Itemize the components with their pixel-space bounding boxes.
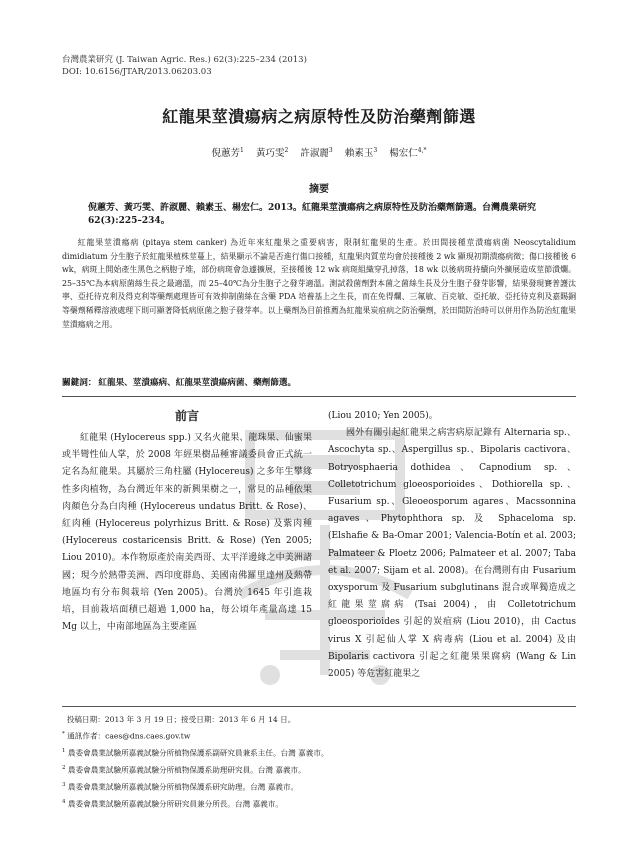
footnote-divider [62,706,576,707]
footnotes [62,713,576,812]
doi: DOI: 10.6156/JTAR/2013.06203.03 [62,67,212,77]
intro-paragraph: (Liou 2010; Yen 2005)。 [328,411,438,421]
journal-header [62,54,307,78]
intro-paragraph: 國外有關引起紅龍果之病害病原記錄有 Alternaria sp.、Ascochyta sp.、Aspergillus sp.、Bipolaris cactivora、Botryosphaeria dothidea、Capnodium sp.、Colletotrichum gloeosporioides、Dothiorella sp.、Fusarium sp.、Gleoeosporum agares、Macssonnina agaves、Phytophthora sp. 及 Sphaceloma sp. (Elshafie & Ba-Omar 2001; Valencia-Botín et al. 2003; Palmateer & Ploetz 2006; Palmateer et al. 2007; Taba et al. 2007; Sijam et al. 2008)。在台灣則有由 Fusarium oxysporum 及 Fusarium subglutinans 混合或單獨造成之紅龍果莖腐病 (Tsai 2004)，由 Colletotrichum gloeosporioides 引起的炭疽病 (Liou 2010)，由 Cactus virus X 引起仙人掌 X 病毒病 (Liou et al. 2004) 及由 Bipolaris cactivora 引起之紅龍果果腐病 (Wang & Lin 2005) 等危害紅龍果之 [328,428,576,680]
keywords [62,376,576,388]
footnote: $^3$ 農委會農業試驗所嘉義試驗分所植物保護系研究助理。台灣 嘉義市。 [62,782,299,792]
keywords-text: 紅龍果、莖潰瘍病、紅龍果莖潰瘍病菌、藥劑篩選。 [98,378,297,388]
paper-title: 紅龍果莖潰瘍病之病原特性及防治藥劑篩選 [162,107,476,126]
footnote: * 通訊作者：caes@dns.caes.gov.tw [62,731,191,741]
keywords-label: 關鍵詞： [62,378,97,388]
author: 賴素玉$^3$ [344,146,378,159]
intro-column-left [62,430,312,636]
author: 許淑麗$^3$ [300,146,333,159]
intro-column-right [328,408,576,683]
author-list [0,145,638,159]
abstract-heading: 摘要 [309,184,329,195]
abstract-body: 紅龍果莖潰瘍病 (pitaya stem canker) 為近年來紅龍果之重要病害，限制紅龍果的生產。於田間接種莖潰瘍病菌 Neoscytalidium dimidiatum 分生胞子於紅龍果植株莖蔓上，結果顯示不論是否進行傷口接種，紅龍果肉質莖均會於接種後 2 wk 顯現初期潰瘍病徵；傷口接種後 6 wk，病斑上開始產生黑色之柄胞子堆，部份病斑會急遽擴展，至接種後 12 wk 病斑組織穿孔掉落，18 wk 以後病斑持續向外擴展造成莖節潰爛。25–35℃為本病原菌絲生長之最適溫，而 25–40℃為分生胞子之發芽適溫。測試殺菌劑對本菌之菌絲生長及分生胞子發芽影響，結果發現賽普護汰寧、亞托待克利及得克利等藥劑處理皆可有效抑制菌絲在含藥 PDA 培養基上之生長，而在免得爛、三氟敏、百克敏、亞托敏、亞托待克利及嘉賜銅等藥劑稀釋溶液處理下則可顯著降低病原菌之胞子發芽率。以上藥劑為目前推薦為紅龍果炭疽病之防治藥劑，於田間防治時可以併用作為防治紅龍果莖潰瘍病之用。 [62,238,576,329]
abstract-citation: 倪蕙芳、黃巧雯、許淑麗、賴素玉、楊宏仁。2013。紅龍果莖潰瘍病之病原特性及防治藥劑篩選。台灣農業研究 62(3):225–234。 [88,203,537,226]
author: 楊宏仁$^{4,*}$ [389,146,427,159]
section-heading-intro: 前言 [174,409,199,423]
journal-citation: 台灣農業研究 (J. Taiwan Agric. Res.) 62(3):225–234 (2013) [62,55,307,65]
footnote: $^4$ 農委會農業試驗所嘉義試驗分所研究員兼分所長。台灣 嘉義市。 [62,799,283,809]
author: 倪蕙芳$^1$ [211,146,244,159]
footnote: $^2$ 農委會農業試驗所嘉義試驗分所植物保護系助理研究員。台灣 嘉義市。 [62,765,306,775]
footnote: 投稿日期：2013 年 3 月 19 日；接受日期：2013 年 6 月 14 日。 [66,715,296,724]
intro-paragraph: 紅龍果 (Hylocereus spp.) 又名火龍果、龍珠果、仙蜜果或半彎性仙人掌，於 2008 年經果樹品種審議委員會正式統一定名為紅龍果。其屬於三角柱屬 (Hylocereus) 之多年生攀緣性多肉植物，為台灣近年來的新興果樹之一，常見的品種依果肉顏色分為白肉種 (Hylocereus undatus Britt. & Rose)、紅肉種 (Hylocereus polyrhizus Britt. & Rose) 及紫肉種 (Hylocereus costaricensis Britt. & Rose) (Yen 2005; Liou 2010)。本作物原產於南美西哥、太平洋邊緣之中美洲諸國；現今於熱帶美洲、西印度群島、美國南佛羅里達州及熱帶地區均有分布與栽培 (Yen 2005)。台灣於 1645 年引進栽培，目前栽培面積已超過 1,000 ha，每公頃年產量高達 15 Mg 以上，中南部地區為主要產區 [62,433,312,633]
footnote: $^1$ 農委會農業試驗所嘉義試驗分所植物保護系副研究員兼系主任。台灣 嘉義市。 [62,748,329,758]
author: 黃巧雯$^2$ [255,146,289,159]
